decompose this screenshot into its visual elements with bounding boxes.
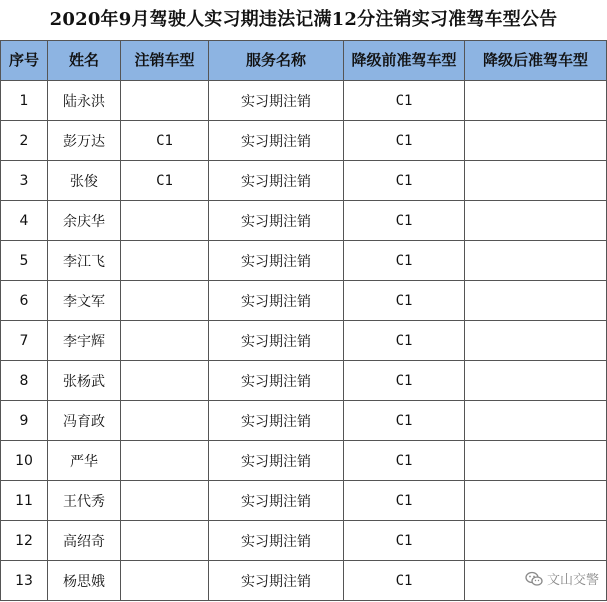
cell-service: 实习期注销 (209, 321, 344, 361)
table-row (1, 281, 607, 321)
cell-service: 实习期注销 (209, 361, 344, 401)
cell-before-type: C1 (344, 121, 465, 161)
cell-before-type: C1 (344, 201, 465, 241)
cell-before-type: C1 (344, 81, 465, 121)
cell-service: 实习期注销 (209, 201, 344, 241)
cell-service: 实习期注销 (209, 401, 344, 441)
cell-seq: 4 (1, 201, 48, 241)
cell-cancel-type (121, 441, 209, 481)
cell-service: 实习期注销 (209, 121, 344, 161)
cell-cancel-type (121, 241, 209, 281)
cell-seq: 10 (1, 441, 48, 481)
cell-after-type (465, 401, 607, 441)
cell-service: 实习期注销 (209, 81, 344, 121)
cell-seq: 9 (1, 401, 48, 441)
cell-name: 张杨武 (48, 361, 121, 401)
cell-after-type (465, 161, 607, 201)
cell-before-type: C1 (344, 281, 465, 321)
cell-name: 严华 (48, 441, 121, 481)
cell-before-type: C1 (344, 521, 465, 561)
header-row (1, 41, 607, 81)
cell-after-type (465, 361, 607, 401)
cell-service: 实习期注销 (209, 241, 344, 281)
cell-service: 实习期注销 (209, 161, 344, 201)
header-after-type: 降级后准驾车型 (465, 41, 607, 81)
cell-service: 实习期注销 (209, 481, 344, 521)
cell-cancel-type (121, 321, 209, 361)
cell-before-type: C1 (344, 401, 465, 441)
table-row (1, 441, 607, 481)
cell-service: 实习期注销 (209, 441, 344, 481)
table-row (1, 201, 607, 241)
cell-cancel-type (121, 521, 209, 561)
table-row (1, 521, 607, 561)
cell-service: 实习期注销 (209, 521, 344, 561)
table-row (1, 361, 607, 401)
cell-seq: 7 (1, 321, 48, 361)
cell-after-type (465, 81, 607, 121)
table-row (1, 401, 607, 441)
cell-cancel-type (121, 561, 209, 601)
table-row (1, 481, 607, 521)
cell-seq: 6 (1, 281, 48, 321)
cell-after-type (465, 281, 607, 321)
header-name: 姓名 (48, 41, 121, 81)
watermark (525, 569, 599, 588)
header-before-type: 降级前准驾车型 (344, 41, 465, 81)
cell-seq: 5 (1, 241, 48, 281)
cell-cancel-type (121, 401, 209, 441)
cell-cancel-type (121, 481, 209, 521)
table-body (1, 81, 607, 601)
cell-service: 实习期注销 (209, 281, 344, 321)
table-row (1, 161, 607, 201)
cell-name: 李文军 (48, 281, 121, 321)
cell-before-type: C1 (344, 481, 465, 521)
cell-name: 余庆华 (48, 201, 121, 241)
cell-before-type: C1 (344, 561, 465, 601)
cell-before-type: C1 (344, 161, 465, 201)
cell-cancel-type: C1 (121, 161, 209, 201)
cell-name: 李宇辉 (48, 321, 121, 361)
header-cancel-type: 注销车型 (121, 41, 209, 81)
cell-seq: 3 (1, 161, 48, 201)
cell-before-type: C1 (344, 361, 465, 401)
cell-name: 高绍奇 (48, 521, 121, 561)
cell-seq: 1 (1, 81, 48, 121)
cell-after-type (465, 481, 607, 521)
cell-cancel-type (121, 281, 209, 321)
cell-cancel-type (121, 201, 209, 241)
cell-after-type (465, 201, 607, 241)
cancellation-table (0, 40, 607, 601)
cell-after-type (465, 241, 607, 281)
cell-service: 实习期注销 (209, 561, 344, 601)
cell-seq: 11 (1, 481, 48, 521)
table-row (1, 121, 607, 161)
page-title: 2020年9月驾驶人实习期违法记满12分注销实习准驾车型公告 (49, 9, 558, 30)
cell-name: 杨思娥 (48, 561, 121, 601)
cell-seq: 8 (1, 361, 48, 401)
cell-after-type (465, 321, 607, 361)
cell-before-type: C1 (344, 241, 465, 281)
cell-seq: 12 (1, 521, 48, 561)
cell-before-type: C1 (344, 441, 465, 481)
table-row (1, 321, 607, 361)
wechat-icon (525, 571, 543, 587)
table-row (1, 81, 607, 121)
cell-name: 李江飞 (48, 241, 121, 281)
header-service: 服务名称 (209, 41, 344, 81)
cell-seq: 13 (1, 561, 48, 601)
cell-before-type: C1 (344, 321, 465, 361)
cell-after-type (465, 521, 607, 561)
watermark-text: 文山交警 (546, 573, 599, 588)
cell-name: 陆永洪 (48, 81, 121, 121)
cell-cancel-type (121, 361, 209, 401)
cell-after-type (465, 441, 607, 481)
cell-cancel-type (121, 81, 209, 121)
table-row (1, 241, 607, 281)
cell-name: 冯育政 (48, 401, 121, 441)
cell-name: 王代秀 (48, 481, 121, 521)
cell-name: 彭万达 (48, 121, 121, 161)
header-seq: 序号 (1, 41, 48, 81)
cell-after-type (465, 121, 607, 161)
table-row (1, 561, 607, 601)
cell-seq: 2 (1, 121, 48, 161)
cell-name: 张俊 (48, 161, 121, 201)
cell-cancel-type: C1 (121, 121, 209, 161)
